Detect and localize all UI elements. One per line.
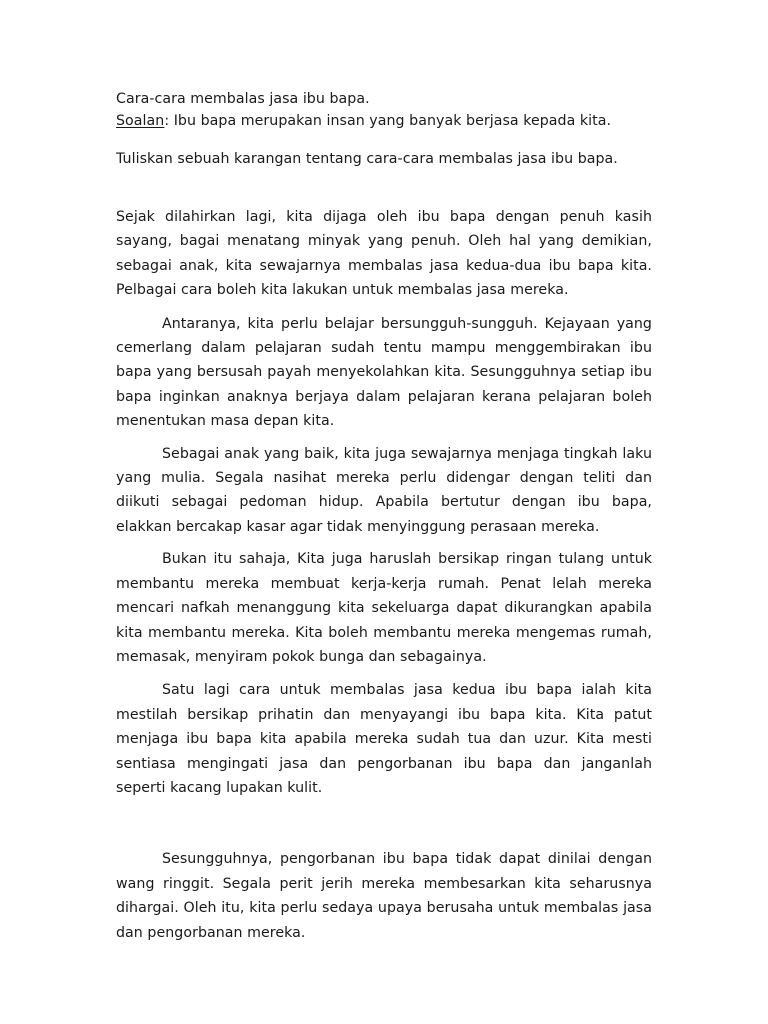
- document-title: Cara-cara membalas jasa ibu bapa.: [116, 91, 370, 107]
- essay-instruction: Tuliskan sebuah karangan tentang cara-cara membalas jasa ibu bapa.: [116, 151, 618, 167]
- document-header: [116, 88, 656, 132]
- paragraph-introduction: Sejak dilahirkan lagi, kita dijaga oleh ibu bapa dengan penuh kasih sayang, bagai menatang minyak yang penuh. Oleh hal yang demikian, sebagai anak, kita sewajarnya membalas jasa kedua-dua ibu bapa kita. Pelbagai cara boleh kita lakukan untuk membalas jasa mereka.: [116, 209, 652, 299]
- question-label: Soalan: [116, 113, 165, 129]
- question-text: : Ibu bapa merupakan insan yang banyak berjasa kepada kita.: [164, 113, 612, 129]
- paragraph-conclusion: Sesungguhnya, pengorbanan ibu bapa tidak dapat dinilai dengan wang ringgit. Segala perit jerih mereka membesarkan kita seharusnya dihargai. Oleh itu, kita perlu sedaya upaya berusaha untuk membalas jasa dan pengorbanan mereka.: [116, 851, 652, 941]
- paragraph-study-hard: Antaranya, kita perlu belajar bersungguh-sungguh. Kejayaan yang cemerlang dalam pelajaran sudah tentu mampu menggembirakan ibu bapa yang bersusah payah menyekolahkan kita. Sesungguhnya setiap ibu bapa inginkan anaknya berjaya dalam pelajaran kerana pelajaran boleh menentukan masa depan kita.: [116, 315, 652, 430]
- paragraph-help-chores: Bukan itu sahaja, Kita juga haruslah bersikap ringan tulang untuk membantu mereka membuat kerja-kerja rumah. Penat lelah mereka mencari nafkah menanggung kita sekeluarga dapat dikurangkan apabila kita membantu mereka. Kita boleh membantu mereka mengemas rumah, memasak, menyiram pokok bunga dan sebagainya.: [116, 551, 652, 665]
- paragraph-care-for-parents: Satu lagi cara untuk membalas jasa kedua ibu bapa ialah kita mestilah bersikap prihatin dan menyayangi ibu bapa kita. Kita patut menjaga ibu bapa kita apabila mereka sudah tua dan uzur. Kita mesti sentiasa mengingati jasa dan pengorbanan ibu bapa dan janganlah seperti kacang lupakan kulit.: [116, 682, 652, 796]
- paragraph-good-behaviour: Sebagai anak yang baik, kita juga sewajarnya menjaga tingkah laku yang mulia. Segala nasihat mereka perlu didengar dengan teliti dan diikuti sebagai pedoman hidup. Apabila bertutur dengan ibu bapa, elakkan bercakap kasar agar tidak menyinggung perasaan mereka.: [116, 445, 652, 535]
- question-line: [116, 110, 656, 132]
- essay-body: [116, 205, 652, 945]
